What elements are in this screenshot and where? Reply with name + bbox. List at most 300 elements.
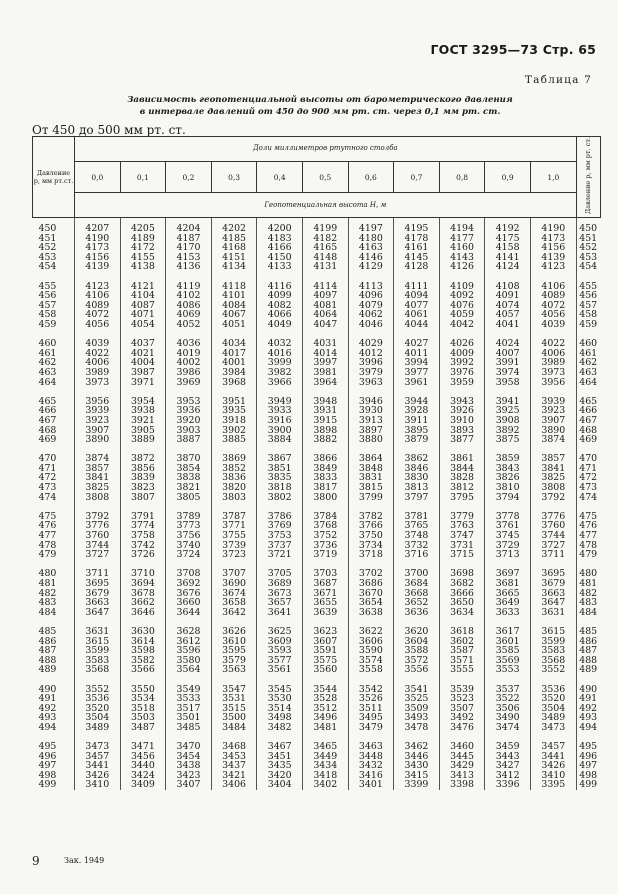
height-cell: 3623 [302,627,348,637]
height-cell: 3423 [166,771,212,781]
height-cell: 3418 [302,771,348,781]
height-cell: 3818 [257,483,303,493]
height-cell: 3673 [257,589,303,599]
height-table [32,136,601,790]
height-cell: 4021 [120,349,166,359]
height-cell: 3889 [120,435,166,454]
height-cell: 4156 [530,243,576,253]
pressure-cell-right: 468 [576,426,600,436]
height-cell: 3424 [120,771,166,781]
height-cell: 3487 [120,723,166,742]
height-cell: 3900 [257,426,303,436]
pressure-cell-left: 495 [33,742,75,752]
height-cell: 3615 [530,627,576,637]
height-cell: 4094 [394,291,440,301]
height-cell: 3782 [348,512,394,522]
height-cell: 3512 [302,704,348,714]
height-cell: 3953 [166,397,212,407]
height-cell: 3769 [257,521,303,531]
height-cell: 3752 [302,531,348,541]
table-title-line-1: Зависимость геопотенциальной высоты от барометрического давления [127,95,513,105]
height-cell: 3808 [75,493,121,512]
height-cell: 4180 [348,234,394,244]
height-cell: 4006 [530,349,576,359]
pressure-cell-left: 465 [33,397,75,407]
height-cell: 3913 [348,416,394,426]
height-cell: 4133 [257,262,303,281]
height-cell: 3406 [211,780,257,790]
height-cell: 4056 [530,310,576,320]
height-cell: 3478 [394,723,440,742]
height-cell: 3412 [485,771,531,781]
height-cell: 4046 [348,320,394,339]
pressure-cell-left: 474 [33,493,75,512]
height-cell: 3951 [211,397,257,407]
range-label: От 450 до 500 мм рт. ст. [32,123,186,137]
height-cell: 4014 [302,349,348,359]
height-cell: 3473 [530,723,576,742]
height-cell: 4027 [394,339,440,349]
height-cell: 3399 [394,780,440,790]
height-cell: 3520 [530,694,576,704]
fraction-header-cell: 0,7 [394,161,440,193]
pressure-cell-right: 467 [576,416,600,426]
height-cell: 4175 [485,234,531,244]
height-cell: 3999 [257,358,303,368]
height-cell: 3856 [120,464,166,474]
height-cell: 3525 [394,694,440,704]
height-cell: 3923 [75,416,121,426]
height-cell: 3779 [439,512,485,522]
height-cell: 3968 [211,378,257,397]
pressure-cell-right: 481 [576,579,600,589]
height-cell: 3866 [302,454,348,464]
height-cell: 3438 [166,761,212,771]
fraction-header-cell: 0,1 [120,161,166,193]
height-cell: 3753 [257,531,303,541]
height-cell: 3789 [166,512,212,522]
height-cell: 3668 [394,589,440,599]
fraction-header-cell: 0,8 [439,161,485,193]
height-cell: 3518 [120,704,166,714]
height-cell: 3674 [211,589,257,599]
pressure-cell-left: 468 [33,426,75,436]
height-cell: 3420 [257,771,303,781]
height-cell: 4086 [166,301,212,311]
height-cell: 3755 [211,531,257,541]
height-cell: 3490 [485,713,531,723]
pressure-cell-left: 485 [33,627,75,637]
height-cell: 3495 [348,713,394,723]
height-cell: 3958 [485,378,531,397]
height-cell: 3857 [75,464,121,474]
height-cell: 3697 [485,569,531,579]
height-cell: 3830 [394,473,440,483]
height-cell: 3652 [394,598,440,608]
height-cell: 3874 [530,435,576,454]
height-cell: 4022 [530,339,576,349]
height-cell: 4069 [166,310,212,320]
height-cell: 3396 [485,780,531,790]
height-cell: 3890 [75,435,121,454]
pressure-cell-right: 474 [576,493,600,512]
height-cell: 4004 [120,358,166,368]
pressure-cell-right: 497 [576,761,600,771]
height-cell: 4158 [485,243,531,253]
height-cell: 3665 [485,589,531,599]
height-cell: 3956 [75,397,121,407]
height-cell: 3711 [530,550,576,569]
height-cell: 3836 [211,473,257,483]
height-cell: 3585 [485,646,531,656]
height-cell: 4113 [348,282,394,292]
height-cell: 3498 [257,713,303,723]
height-cell: 4200 [257,218,303,234]
height-cell: 3454 [166,752,212,762]
height-cell: 3561 [257,665,303,684]
height-cell: 4178 [394,234,440,244]
height-cell: 4202 [211,218,257,234]
height-cell: 3682 [439,579,485,589]
height-cell: 4087 [120,301,166,311]
height-cell: 3763 [439,521,485,531]
table-row [33,493,601,512]
height-cell: 4071 [120,310,166,320]
height-cell: 3910 [439,416,485,426]
height-cell: 3511 [348,704,394,714]
height-cell: 4012 [348,349,394,359]
height-cell: 4096 [348,291,394,301]
pressure-cell-left: 452 [33,243,75,253]
height-cell: 3421 [211,771,257,781]
height-cell: 3823 [120,483,166,493]
pressure-cell-right: 491 [576,694,600,704]
height-cell: 3744 [75,541,121,551]
height-cell: 3941 [485,397,531,407]
height-cell: 3460 [439,742,485,752]
height-cell: 4151 [211,253,257,263]
height-cell: 4160 [439,243,485,253]
height-cell: 3522 [485,694,531,704]
height-cell: 3715 [439,550,485,569]
height-cell: 4173 [75,243,121,253]
height-cell: 4161 [394,243,440,253]
height-cell: 3463 [348,742,394,752]
height-cell: 3874 [75,454,121,464]
height-cell: 3702 [348,569,394,579]
height-cell: 3992 [439,358,485,368]
pressure-cell-left: 484 [33,608,75,627]
height-cell: 3807 [120,493,166,512]
height-cell: 3831 [348,473,394,483]
height-cell: 4082 [257,301,303,311]
height-cell: 3800 [302,493,348,512]
height-cell: 3974 [485,368,531,378]
height-cell: 3520 [75,704,121,714]
height-cell: 3489 [530,713,576,723]
height-cell: 4185 [211,234,257,244]
height-cell: 3884 [257,435,303,454]
height-cell: 3979 [348,368,394,378]
height-cell: 3622 [348,627,394,637]
pressure-cell-right: 496 [576,752,600,762]
height-cell: 4190 [530,218,576,234]
pressure-cell-right: 483 [576,598,600,608]
height-cell: 3898 [302,426,348,436]
height-cell: 3713 [485,550,531,569]
height-cell: 3630 [120,627,166,637]
height-cell: 4143 [439,253,485,263]
height-cell: 3686 [348,579,394,589]
height-cell: 3582 [120,656,166,666]
height-cell: 3870 [166,454,212,464]
pressure-cell-right: 471 [576,464,600,474]
height-cell: 3760 [530,521,576,531]
height-cell: 3721 [257,550,303,569]
height-cell: 3948 [302,397,348,407]
height-cell: 4034 [211,339,257,349]
height-cell: 3813 [394,483,440,493]
height-cell: 3646 [120,608,166,627]
height-cell: 3802 [257,493,303,512]
height-cell: 3987 [120,368,166,378]
height-cell: 3851 [257,464,303,474]
height-cell: 3533 [166,694,212,704]
height-cell: 3857 [530,454,576,464]
pressure-cell-right: 485 [576,627,600,637]
height-cell: 4170 [166,243,212,253]
height-cell: 3791 [120,512,166,522]
height-cell: 3825 [530,473,576,483]
height-cell: 4138 [120,262,166,281]
pressure-cell-right: 450 [576,218,600,234]
height-cell: 3996 [348,358,394,368]
pressure-cell-left: 488 [33,656,75,666]
pressure-cell-left: 475 [33,512,75,522]
height-cell: 3923 [530,406,576,416]
pressure-cell-right: 495 [576,742,600,752]
height-cell: 3986 [166,368,212,378]
fraction-header-cell: 0,3 [211,161,257,193]
height-cell: 3588 [394,646,440,656]
pressure-cell-right: 476 [576,521,600,531]
height-cell: 3663 [75,598,121,608]
height-cell: 4129 [348,262,394,281]
pressure-cell-right: 458 [576,310,600,320]
height-cell: 3739 [211,541,257,551]
height-cell: 3658 [211,598,257,608]
pressure-cell-right: 453 [576,253,600,263]
height-cell: 3440 [120,761,166,771]
height-cell: 3571 [439,656,485,666]
pressure-cell-right: 463 [576,368,600,378]
height-cell: 3989 [530,358,576,368]
height-cell: 3756 [166,531,212,541]
pressure-cell-left: 479 [33,550,75,569]
height-cell: 3617 [485,627,531,637]
height-cell: 4049 [257,320,303,339]
height-cell: 3882 [302,435,348,454]
height-cell: 3727 [530,541,576,551]
height-cell: 3631 [75,627,121,637]
pressure-cell-left: 472 [33,473,75,483]
height-cell: 3787 [211,512,257,522]
height-cell: 3954 [120,397,166,407]
pressure-cell-left: 480 [33,569,75,579]
height-cell: 3835 [257,473,303,483]
height-cell: 3598 [120,646,166,656]
pressure-cell-left: 458 [33,310,75,320]
pressure-cell-left: 469 [33,435,75,454]
height-cell: 3869 [211,454,257,464]
height-cell: 3443 [485,752,531,762]
pressure-cell-right: 494 [576,723,600,742]
height-cell: 3542 [348,685,394,695]
height-cell: 4189 [120,234,166,244]
height-cell: 3935 [211,406,257,416]
height-cell: 3568 [530,656,576,666]
height-cell: 3885 [211,435,257,454]
height-cell: 3825 [75,483,121,493]
pressure-cell-left: 464 [33,378,75,397]
height-cell: 3745 [485,531,531,541]
height-cell: 3552 [75,685,121,695]
height-cell: 3441 [75,761,121,771]
height-cell: 3468 [211,742,257,752]
height-cell: 3626 [211,627,257,637]
pressure-cell-left: 483 [33,598,75,608]
pressure-cell-left: 487 [33,646,75,656]
height-cell: 3398 [439,780,485,790]
pressure-header-right [576,137,600,218]
height-cell: 3727 [75,550,121,569]
pressure-header-right-text: Давление p, мм рт. ст. [584,137,593,215]
height-cell: 3531 [211,694,257,704]
height-cell: 3726 [120,550,166,569]
height-cell: 4072 [530,301,576,311]
height-cell: 3758 [120,531,166,541]
height-cell: 3687 [302,579,348,589]
height-cell: 3689 [257,579,303,589]
pressure-cell-left: 492 [33,704,75,714]
height-cell: 3517 [166,704,212,714]
height-cell: 3602 [439,637,485,647]
height-cell: 3877 [439,435,485,454]
height-cell: 3448 [348,752,394,762]
table-row [33,550,601,569]
height-cell: 3692 [166,579,212,589]
pressure-cell-right: 480 [576,569,600,579]
height-cell: 3449 [302,752,348,762]
height-cell: 3416 [348,771,394,781]
height-cell: 4155 [120,253,166,263]
height-cell: 3939 [75,406,121,416]
height-cell: 3690 [211,579,257,589]
height-cell: 3467 [257,742,303,752]
height-cell: 3530 [257,694,303,704]
height-cell: 3964 [302,378,348,397]
height-cell: 3409 [120,780,166,790]
pressure-cell-right: 492 [576,704,600,714]
pressure-cell-right: 473 [576,483,600,493]
height-cell: 3506 [485,704,531,714]
height-cell: 4036 [166,339,212,349]
height-cell: 4017 [211,349,257,359]
height-cell: 3564 [166,665,212,684]
height-cell: 3939 [530,397,576,407]
height-cell: 3838 [166,473,212,483]
height-cell: 3821 [166,483,212,493]
height-cell: 4141 [485,253,531,263]
height-cell: 3744 [530,531,576,541]
height-cell: 3921 [120,416,166,426]
height-cell: 3430 [394,761,440,771]
height-cell: 3695 [75,579,121,589]
table-row [33,608,601,627]
height-cell: 3496 [302,713,348,723]
height-cell: 4002 [166,358,212,368]
height-cell: 3736 [302,541,348,551]
height-cell: 4097 [302,291,348,301]
table-title-line-2: в интервале давлений от 450 до 900 мм рт. ст. через 0,1 мм рт. ст. [139,107,501,117]
height-cell: 4192 [485,218,531,234]
height-cell: 4029 [348,339,394,349]
pressure-cell-left: 463 [33,368,75,378]
pressure-cell-left: 461 [33,349,75,359]
height-cell: 3740 [166,541,212,551]
height-cell: 3457 [75,752,121,762]
height-cell: 3828 [439,473,485,483]
pressure-cell-left: 473 [33,483,75,493]
pressure-cell-right: 490 [576,685,600,695]
height-cell: 3492 [439,713,485,723]
height-cell: 4204 [166,218,212,234]
height-cell: 3515 [211,704,257,714]
height-cell: 4205 [120,218,166,234]
height-cell: 4123 [530,262,576,281]
height-cell: 3925 [485,406,531,416]
height-cell: 3401 [348,780,394,790]
height-cell: 4207 [75,218,121,234]
height-cell: 3435 [257,761,303,771]
height-cell: 4039 [530,320,576,339]
height-cell: 3695 [530,569,576,579]
height-cell: 3537 [485,685,531,695]
height-cell: 3446 [394,752,440,762]
height-cell: 3890 [530,426,576,436]
height-cell: 3981 [302,368,348,378]
height-cell: 3786 [257,512,303,522]
height-cell: 3607 [302,637,348,647]
height-cell: 3563 [211,665,257,684]
height-cell: 3750 [348,531,394,541]
pressure-cell-right: 454 [576,262,600,281]
height-cell: 4104 [120,291,166,301]
height-cell: 3844 [439,464,485,474]
height-cell: 3716 [394,550,440,569]
height-cell: 4022 [75,349,121,359]
height-cell: 4116 [257,282,303,292]
height-cell: 3550 [120,685,166,695]
height-cell: 4041 [485,320,531,339]
pressure-cell-left: 486 [33,637,75,647]
pressure-cell-right: 478 [576,541,600,551]
height-cell: 3719 [302,550,348,569]
height-cell: 3526 [348,694,394,704]
height-cell: 3536 [530,685,576,695]
height-cell: 4190 [75,234,121,244]
height-cell: 3737 [257,541,303,551]
